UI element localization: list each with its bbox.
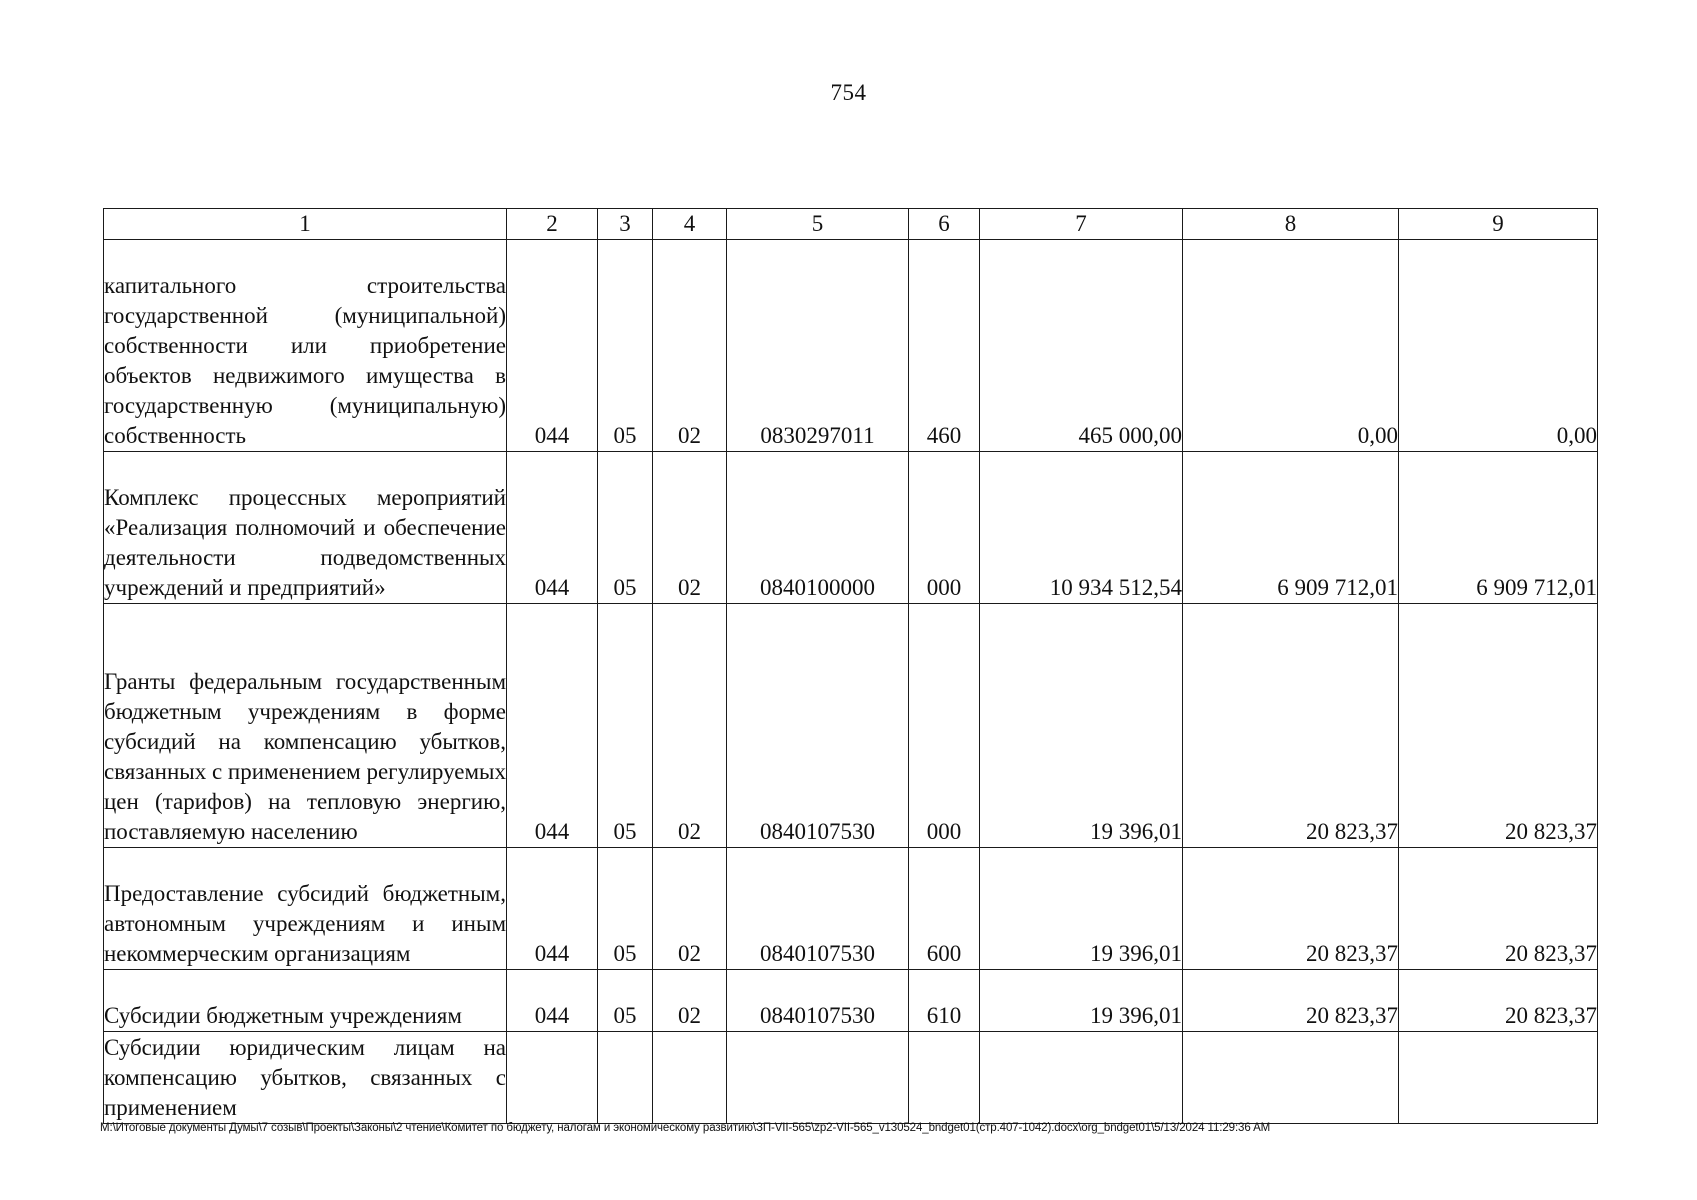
cell-section-code: 05 (598, 452, 653, 604)
header-cell: 6 (909, 209, 980, 240)
table-row (104, 604, 1598, 848)
cell-target-article (727, 1032, 909, 1124)
cell-amount-col8: 6 909 712,01 (1183, 452, 1399, 604)
cell-expense-type: 000 (909, 452, 980, 604)
header-cell: 5 (727, 209, 909, 240)
cell-amount-col7: 465 000,00 (980, 240, 1183, 452)
row-name-cell: Субсидии юридическим лицам на компенсацию убытков, связанных с применением (104, 1032, 507, 1124)
row-name-cell: Комплекс процессных мероприятий «Реализация полномочий и обеспечение деятельности подведомственных учреждений и предприятий» (104, 452, 507, 604)
row-name-cell: Гранты федеральным государственным бюджетным учреждениям в форме субсидий на компенсацию убытков, связанных с применением регулируемых цен (тарифов) на тепловую энергию, поставляемую населению (104, 604, 507, 848)
cell-section-code (598, 1032, 653, 1124)
table-row (104, 452, 1598, 604)
cell-subsection-code: 02 (653, 240, 727, 452)
cell-amount-col9: 0,00 (1399, 240, 1598, 452)
cell-target-article: 0830297011 (727, 240, 909, 452)
cell-amount-col7: 19 396,01 (980, 604, 1183, 848)
cell-expense-type: 600 (909, 848, 980, 970)
header-cell: 1 (104, 209, 507, 240)
cell-target-article: 0840107530 (727, 970, 909, 1032)
header-cell: 9 (1399, 209, 1598, 240)
cell-target-article: 0840107530 (727, 848, 909, 970)
header-cell: 3 (598, 209, 653, 240)
cell-amount-col9: 6 909 712,01 (1399, 452, 1598, 604)
cell-expense-type: 460 (909, 240, 980, 452)
cell-subsection-code: 02 (653, 848, 727, 970)
table-row (104, 848, 1598, 970)
cell-amount-col8: 0,00 (1183, 240, 1399, 452)
row-name-cell: Субсидии бюджетным учреждениям (104, 970, 507, 1032)
row-name-cell: капитального строительства государственной (муниципальной) собственности или приобретение объектов недвижимого имущества в государственную (муниципальную) собственность (104, 240, 507, 452)
cell-ministry-code: 044 (507, 452, 598, 604)
cell-expense-type (909, 1032, 980, 1124)
cell-target-article: 0840100000 (727, 452, 909, 604)
cell-section-code: 05 (598, 848, 653, 970)
cell-subsection-code: 02 (653, 970, 727, 1032)
cell-amount-col8: 20 823,37 (1183, 970, 1399, 1032)
row-name-cell: Предоставление субсидий бюджетным, автономным учреждениям и иным некоммерческим организациям (104, 848, 507, 970)
cell-ministry-code (507, 1032, 598, 1124)
cell-amount-col8: 20 823,37 (1183, 848, 1399, 970)
cell-ministry-code: 044 (507, 970, 598, 1032)
cell-ministry-code: 044 (507, 604, 598, 848)
cell-section-code: 05 (598, 240, 653, 452)
header-cell: 7 (980, 209, 1183, 240)
cell-amount-col7: 10 934 512,54 (980, 452, 1183, 604)
cell-amount-col8 (1183, 1032, 1399, 1124)
page-number: 754 (830, 80, 867, 105)
cell-section-code: 05 (598, 604, 653, 848)
cell-ministry-code: 044 (507, 848, 598, 970)
cell-amount-col9: 20 823,37 (1399, 604, 1598, 848)
cell-target-article: 0840107530 (727, 604, 909, 848)
cell-amount-col9 (1399, 1032, 1598, 1124)
cell-subsection-code (653, 1032, 727, 1124)
cell-section-code: 05 (598, 970, 653, 1032)
table-row (104, 970, 1598, 1032)
cell-amount-col7 (980, 1032, 1183, 1124)
cell-amount-col7: 19 396,01 (980, 848, 1183, 970)
header-cell: 2 (507, 209, 598, 240)
cell-expense-type: 000 (909, 604, 980, 848)
cell-amount-col8: 20 823,37 (1183, 604, 1399, 848)
table-row (104, 1032, 1598, 1124)
cell-ministry-code: 044 (507, 240, 598, 452)
cell-subsection-code: 02 (653, 452, 727, 604)
header-cell: 4 (653, 209, 727, 240)
header-row (104, 209, 1598, 240)
cell-amount-col9: 20 823,37 (1399, 970, 1598, 1032)
cell-subsection-code: 02 (653, 604, 727, 848)
budget-table (103, 208, 1598, 1124)
cell-amount-col7: 19 396,01 (980, 970, 1183, 1032)
cell-amount-col9: 20 823,37 (1399, 848, 1598, 970)
footer-file-path: M:\Итоговые документы Думы\7 созыв\Проекты\Законы\2 чтение\Комитет по бюджету, налогам и экономическому развитию\ЗП-VII-565\zp2-VII-565_v130524_bndget01(стр.407-1042).docx\org_bndget01\5/13/2024 11:29:36 AM (100, 1122, 1271, 1134)
table-row (104, 240, 1598, 452)
header-cell: 8 (1183, 209, 1399, 240)
cell-expense-type: 610 (909, 970, 980, 1032)
